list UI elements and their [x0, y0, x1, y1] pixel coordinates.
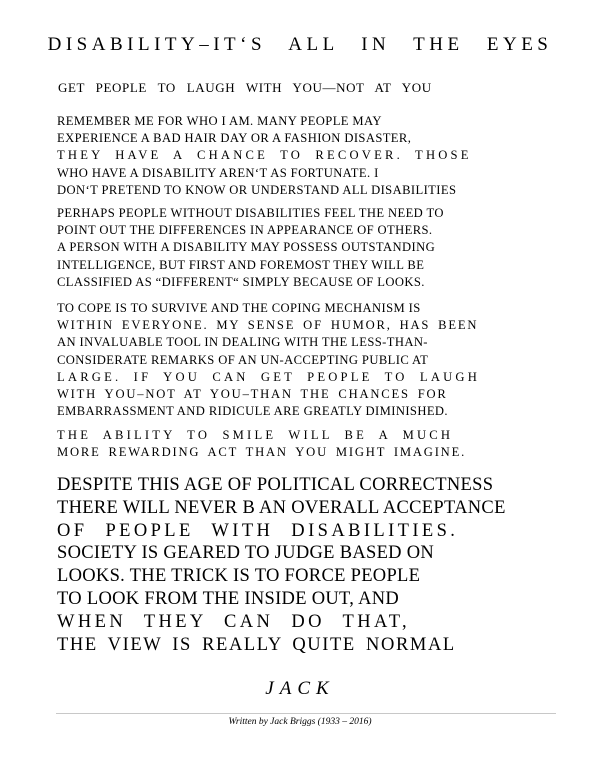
author-credit: Written by Jack Briggs (1933 – 2016)	[228, 717, 372, 727]
text-line: LARGE. IF YOU CAN GET PEOPLE TO LAUGH	[57, 369, 481, 384]
text-line: CONSIDERATE REMARKS OF AN UN-ACCEPTING PUBLIC AT	[57, 352, 429, 367]
text-line: INTELLIGENCE, BUT FIRST AND FOREMOST THEY WILL BE	[57, 257, 425, 272]
closing-line: DESPITE THIS AGE OF POLITICAL CORRECTNESS	[57, 475, 494, 495]
closing-statement	[57, 474, 557, 656]
text-line: POINT OUT THE DIFFERENCES IN APPEARANCE OF OTHERS.	[57, 223, 433, 238]
closing-line: THERE WILL NEVER B AN OVERALL ACCEPTANCE	[57, 497, 506, 518]
text-line: WITHIN EVERYONE. MY SENSE OF HUMOR, HAS BEEN	[57, 318, 479, 333]
closing-line: LOOKS. THE TRICK IS TO FORCE PEOPLE	[57, 566, 421, 587]
text-line: PERHAPS PEOPLE WITHOUT DISABILITIES FEEL THE NEED TO	[57, 206, 444, 220]
tagline: GET PEOPLE TO LAUGH WITH YOU—NOT AT YOU	[58, 80, 432, 95]
text-line: WITH YOU–NOT AT YOU–THAN THE CHANCES FOR	[57, 387, 448, 402]
text-line: THE ABILITY TO SMILE WILL BE A MUCH	[57, 428, 454, 442]
text-line: EXPERIENCE A BAD HAIR DAY OR A FASHION DISASTER,	[57, 131, 412, 146]
signature: JACK	[265, 678, 335, 699]
text-line: TO COPE IS TO SURVIVE AND THE COPING MECHANISM IS	[57, 301, 421, 315]
text-line: EMBARRASSMENT AND RIDICULE ARE GREATLY DIMINISHED.	[57, 404, 448, 419]
closing-line: WHEN THEY CAN DO THAT,	[57, 611, 411, 632]
text-line: MORE REWARDING ACT THAN YOU MIGHT IMAGINE.	[57, 445, 467, 460]
text-line: A PERSON WITH A DISABILITY MAY POSSESS OUTSTANDING	[57, 240, 436, 255]
paragraph-2	[57, 205, 547, 291]
closing-line: TO LOOK FROM THE INSIDE OUT, AND	[57, 588, 400, 609]
text-line: WHO HAVE A DISABILITY AREN‘T AS FORTUNATE. I	[57, 165, 379, 180]
text-line: DON‘T PRETEND TO KNOW OR UNDERSTAND ALL DISABILITIES	[57, 182, 457, 197]
paragraph-3	[57, 300, 547, 420]
closing-line: SOCIETY IS GEARED TO JUDGE BASED ON	[57, 543, 435, 564]
text-line: THEY HAVE A CHANCE TO RECOVER. THOSE	[57, 148, 472, 163]
text-line: REMEMBER ME FOR WHO I AM. MANY PEOPLE MAY	[57, 114, 382, 128]
closing-line: THE VIEW IS REALLY QUITE NORMAL	[57, 634, 456, 655]
paragraph-4	[57, 427, 547, 461]
paragraph-1	[57, 113, 547, 199]
text-line: AN INVALUABLE TOOL IN DEALING WITH THE LESS-THAN-	[57, 335, 428, 350]
text-line: CLASSIFIED AS “DIFFERENT“ SIMPLY BECAUSE OF LOOKS.	[57, 274, 425, 289]
closing-line: OF PEOPLE WITH DISABILITIES.	[57, 520, 459, 541]
document-title: DISABILITY–IT‘S ALL IN THE EYES	[47, 34, 553, 55]
divider	[56, 713, 556, 714]
